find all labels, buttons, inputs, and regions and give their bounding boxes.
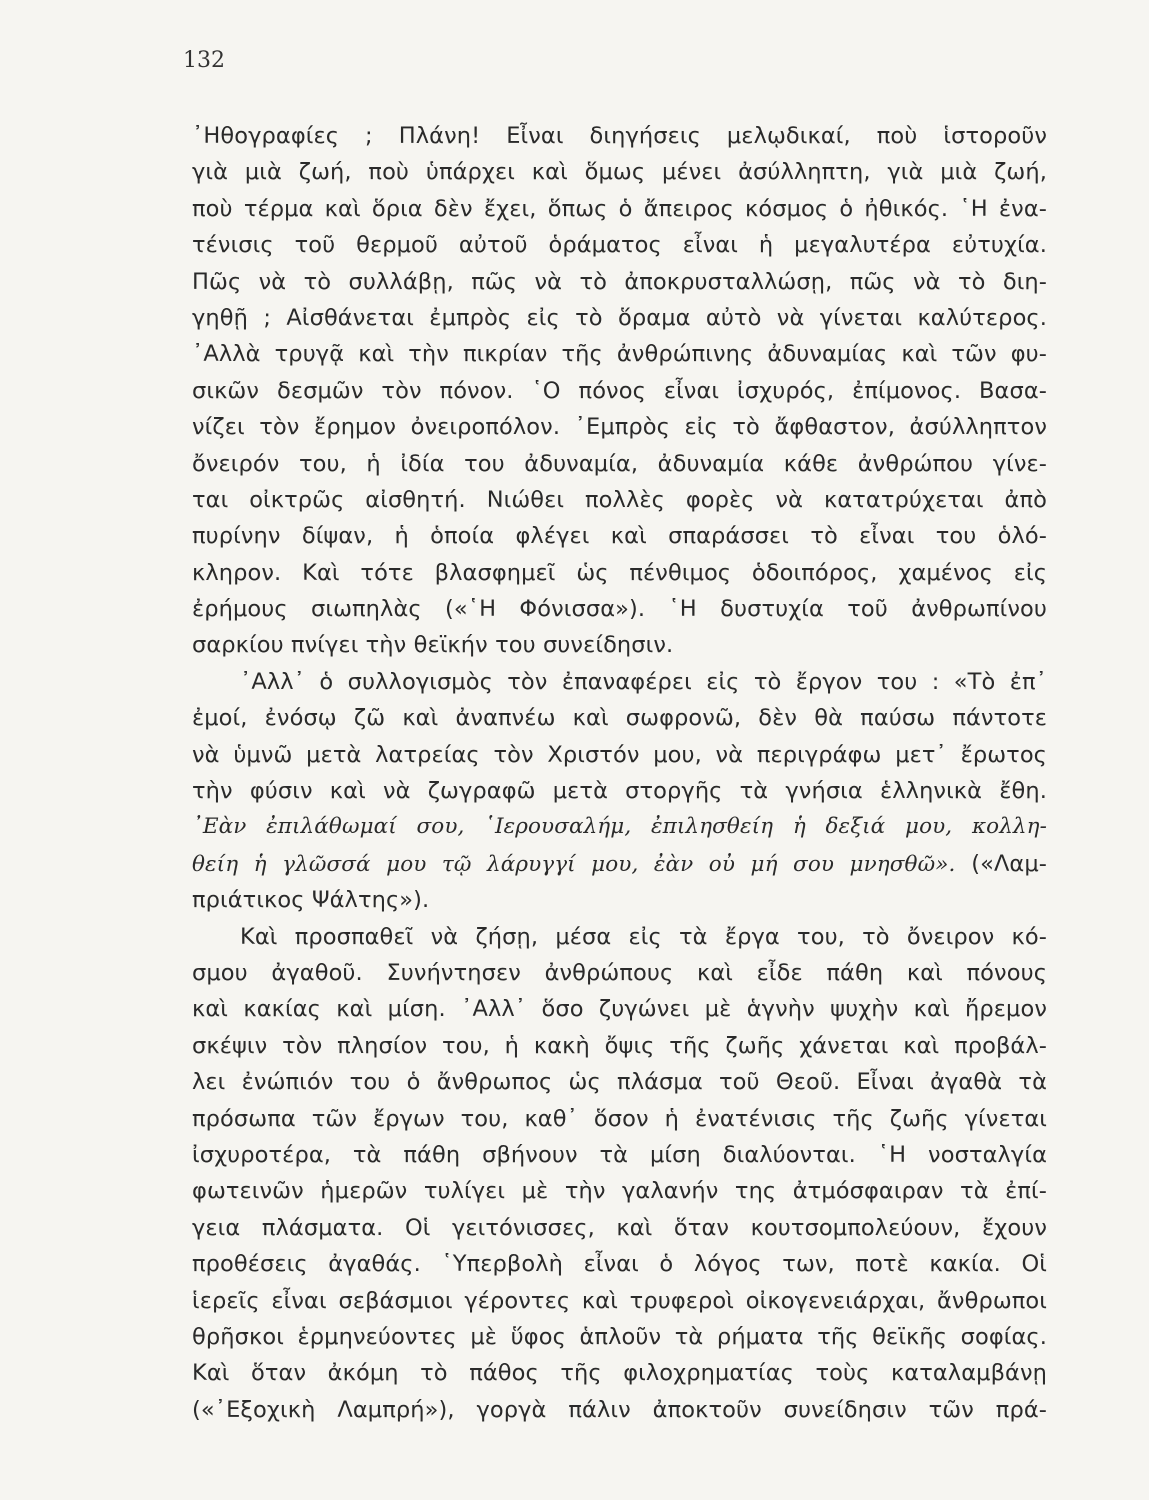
text-line: ται οἰκτρῶς αἰσθητή. Νιώθει πολλὲς φορὲς νὰ κατατρύχεται ἀπὸ xyxy=(192,486,1047,513)
body-text xyxy=(192,118,1047,1428)
text-line: νὰ ὑμνῶ μετὰ λατρείας τὸν Χριστόν μου, νὰ περιγράφω μετ᾿ ἔρωτος xyxy=(192,741,1047,768)
text-line: ἐρήμους σιωπηλὰς («῾Η Φόνισσα»). ῾Η δυστυχία τοῦ ἀνθρωπίνου xyxy=(192,596,1047,623)
text-line: ᾿Ηθογραφίες ; Πλάνη! Εἶναι διηγήσεις μελῳδικαί, ποὺ ἱστοροῦν xyxy=(192,123,1047,149)
quote-line xyxy=(192,846,1047,882)
quote-line: ᾿Εὰν ἐπιλάθωμαί σου, ῾Ιερουσαλήμ, ἐπιλησθείη ἡ δεξιά μου, κολλη- xyxy=(192,814,1047,840)
text-line: κληρον. Καὶ τότε βλασφημεῖ ὡς πένθιμος ὁδοιπόρος, χαμένος εἰς xyxy=(192,559,1047,586)
quote-rest-segment: («Λαμ- xyxy=(955,850,1047,877)
text-line: γιὰ μιὰ ζωή, ποὺ ὑπάρχει καὶ ὅμως μένει ἀσύλληπτη, γιὰ μιὰ ζωή, xyxy=(192,159,1047,186)
text-line: σαρκίου πνίγει τὴν θεϊκήν του συνείδησιν. xyxy=(192,632,674,659)
text-line: («᾿Εξοχικὴ Λαμπρή»), γοργὰ πάλιν ἀποκτοῦν συνείδησιν τῶν πρά- xyxy=(192,1396,1047,1423)
text-line: ἰσχυροτέρα, τὰ πάθη σβήνουν τὰ μίση διαλύονται. ῾Η νοσταλγία xyxy=(192,1141,1047,1168)
text-line: ᾿Αλλὰ τρυγᾷ καὶ τὴν πικρίαν τῆς ἀνθρώπινης ἀδυναμίας καὶ τῶν φυ- xyxy=(192,341,1047,368)
text-line: θρῆσκοι ἑρμηνεύοντες μὲ ὕφος ἁπλοῦν τὰ ρήματα τῆς θεϊκῆς σοφίας. xyxy=(192,1323,1047,1350)
text-line: πριάτικος Ψάλτης»). xyxy=(192,887,430,914)
text-line: σικῶν δεσμῶν τὸν πόνον. ῾Ο πόνος εἶναι ἰσχυρός, ἐπίμονος. Βασα- xyxy=(192,377,1047,404)
text-line: ἱερεῖς εἶναι σεβάσμιοι γέροντες καὶ τρυφεροὶ οἰκογενειάρχαι, ἄνθρωποι xyxy=(192,1287,1047,1314)
text-line: γεια πλάσματα. Οἱ γειτόνισσες, καὶ ὅταν κουτσομπολεύουν, ἔχουν xyxy=(192,1214,1047,1241)
text-line: πρόσωπα τῶν ἔργων του, καθ᾿ ὅσον ἡ ἐνατένισις τῆς ζωῆς γίνεται xyxy=(192,1105,1047,1132)
text-line: ἐμοί, ἐνόσῳ ζῶ καὶ ἀναπνέω καὶ σωφρονῶ, δὲν θὰ παύσω πάντοτε xyxy=(192,705,1047,732)
text-line: τένισις τοῦ θερμοῦ αὐτοῦ ὁράματος εἶναι ἡ μεγαλυτέρα εὐτυχία. xyxy=(192,232,1047,259)
text-line: φωτεινῶν ἡμερῶν τυλίγει μὲ τὴν γαλανήν της ἀτμόσφαιραν τὰ ἐπί- xyxy=(192,1178,1047,1205)
text-line: καὶ κακίας καὶ μίση. ᾿Αλλ᾿ ὅσο ζυγώνει μὲ ἁγνὴν ψυχὴν καὶ ἤρεμον xyxy=(192,996,1047,1023)
paragraph-start: ᾿Αλλ᾿ ὁ συλλογισμὸς τὸν ἐπαναφέρει εἰς τὸ ἔργον του : «Τὸ ἐπ᾿ xyxy=(240,668,1047,695)
text-line: ὄνειρόν του, ἡ ἰδία του ἀδυναμία, ἀδυναμία κάθε ἀνθρώπου γίνε- xyxy=(192,450,1047,477)
text-line: προθέσεις ἀγαθάς. ῾Υπερβολὴ εἶναι ὁ λόγος των, ποτὲ κακία. Οἱ xyxy=(192,1251,1047,1278)
quote-italic-segment: θείη ἡ γλῶσσά μου τῷ λάρυγγί μου, ἐὰν οὐ μή σου μνησθῶ». xyxy=(192,851,956,877)
text-line: σμου ἀγαθοῦ. Συνήντησεν ἀνθρώπους καὶ εἶδε πάθη καὶ πόνους xyxy=(192,959,1047,986)
text-line: ποὺ τέρμα καὶ ὅρια δὲν ἔχει, ὅπως ὁ ἄπειρος κόσμος ὁ ἠθικός. ῾Η ἐνα- xyxy=(192,195,1047,222)
text-line: σκέψιν τὸν πλησίον του, ἡ κακὴ ὄψις τῆς ζωῆς χάνεται καὶ προβάλ- xyxy=(192,1032,1047,1059)
text-line: νίζει τὸν ἔρημον ὀνειροπόλον. ᾿Εμπρὸς εἰς τὸ ἄφθαστον, ἀσύλληπτον xyxy=(192,414,1047,441)
text-line: Πῶς νὰ τὸ συλλάβῃ, πῶς νὰ τὸ ἀποκρυσταλλώσῃ, πῶς νὰ τὸ διη- xyxy=(192,268,1047,295)
paragraph-start: Καὶ προσπαθεῖ νὰ ζήσῃ, μέσα εἰς τὰ ἔργα του, τὸ ὄνειρον κό- xyxy=(240,923,1047,950)
text-line: Καὶ ὅταν ἀκόμη τὸ πάθος τῆς φιλοχρηματίας τοὺς καταλαμβάνῃ xyxy=(192,1360,1047,1387)
page-number: 132 xyxy=(183,48,225,73)
text-line: πυρίνην δίψαν, ἡ ὁποία φλέγει καὶ σπαράσσει τὸ εἶναι του ὁλό- xyxy=(192,523,1047,550)
text-line: τὴν φύσιν καὶ νὰ ζωγραφῶ μετὰ στοργῆς τὰ γνήσια ἑλληνικὰ ἔθη. xyxy=(192,778,1047,805)
text-line: λει ἐνώπιόν του ὁ ἄνθρωπος ὡς πλάσμα τοῦ Θεοῦ. Εἶναι ἀγαθὰ τὰ xyxy=(192,1069,1047,1096)
text-line: γηθῇ ; Αἰσθάνεται ἐμπρὸς εἰς τὸ ὅραμα αὐτὸ νὰ γίνεται καλύτερος. xyxy=(192,304,1047,331)
